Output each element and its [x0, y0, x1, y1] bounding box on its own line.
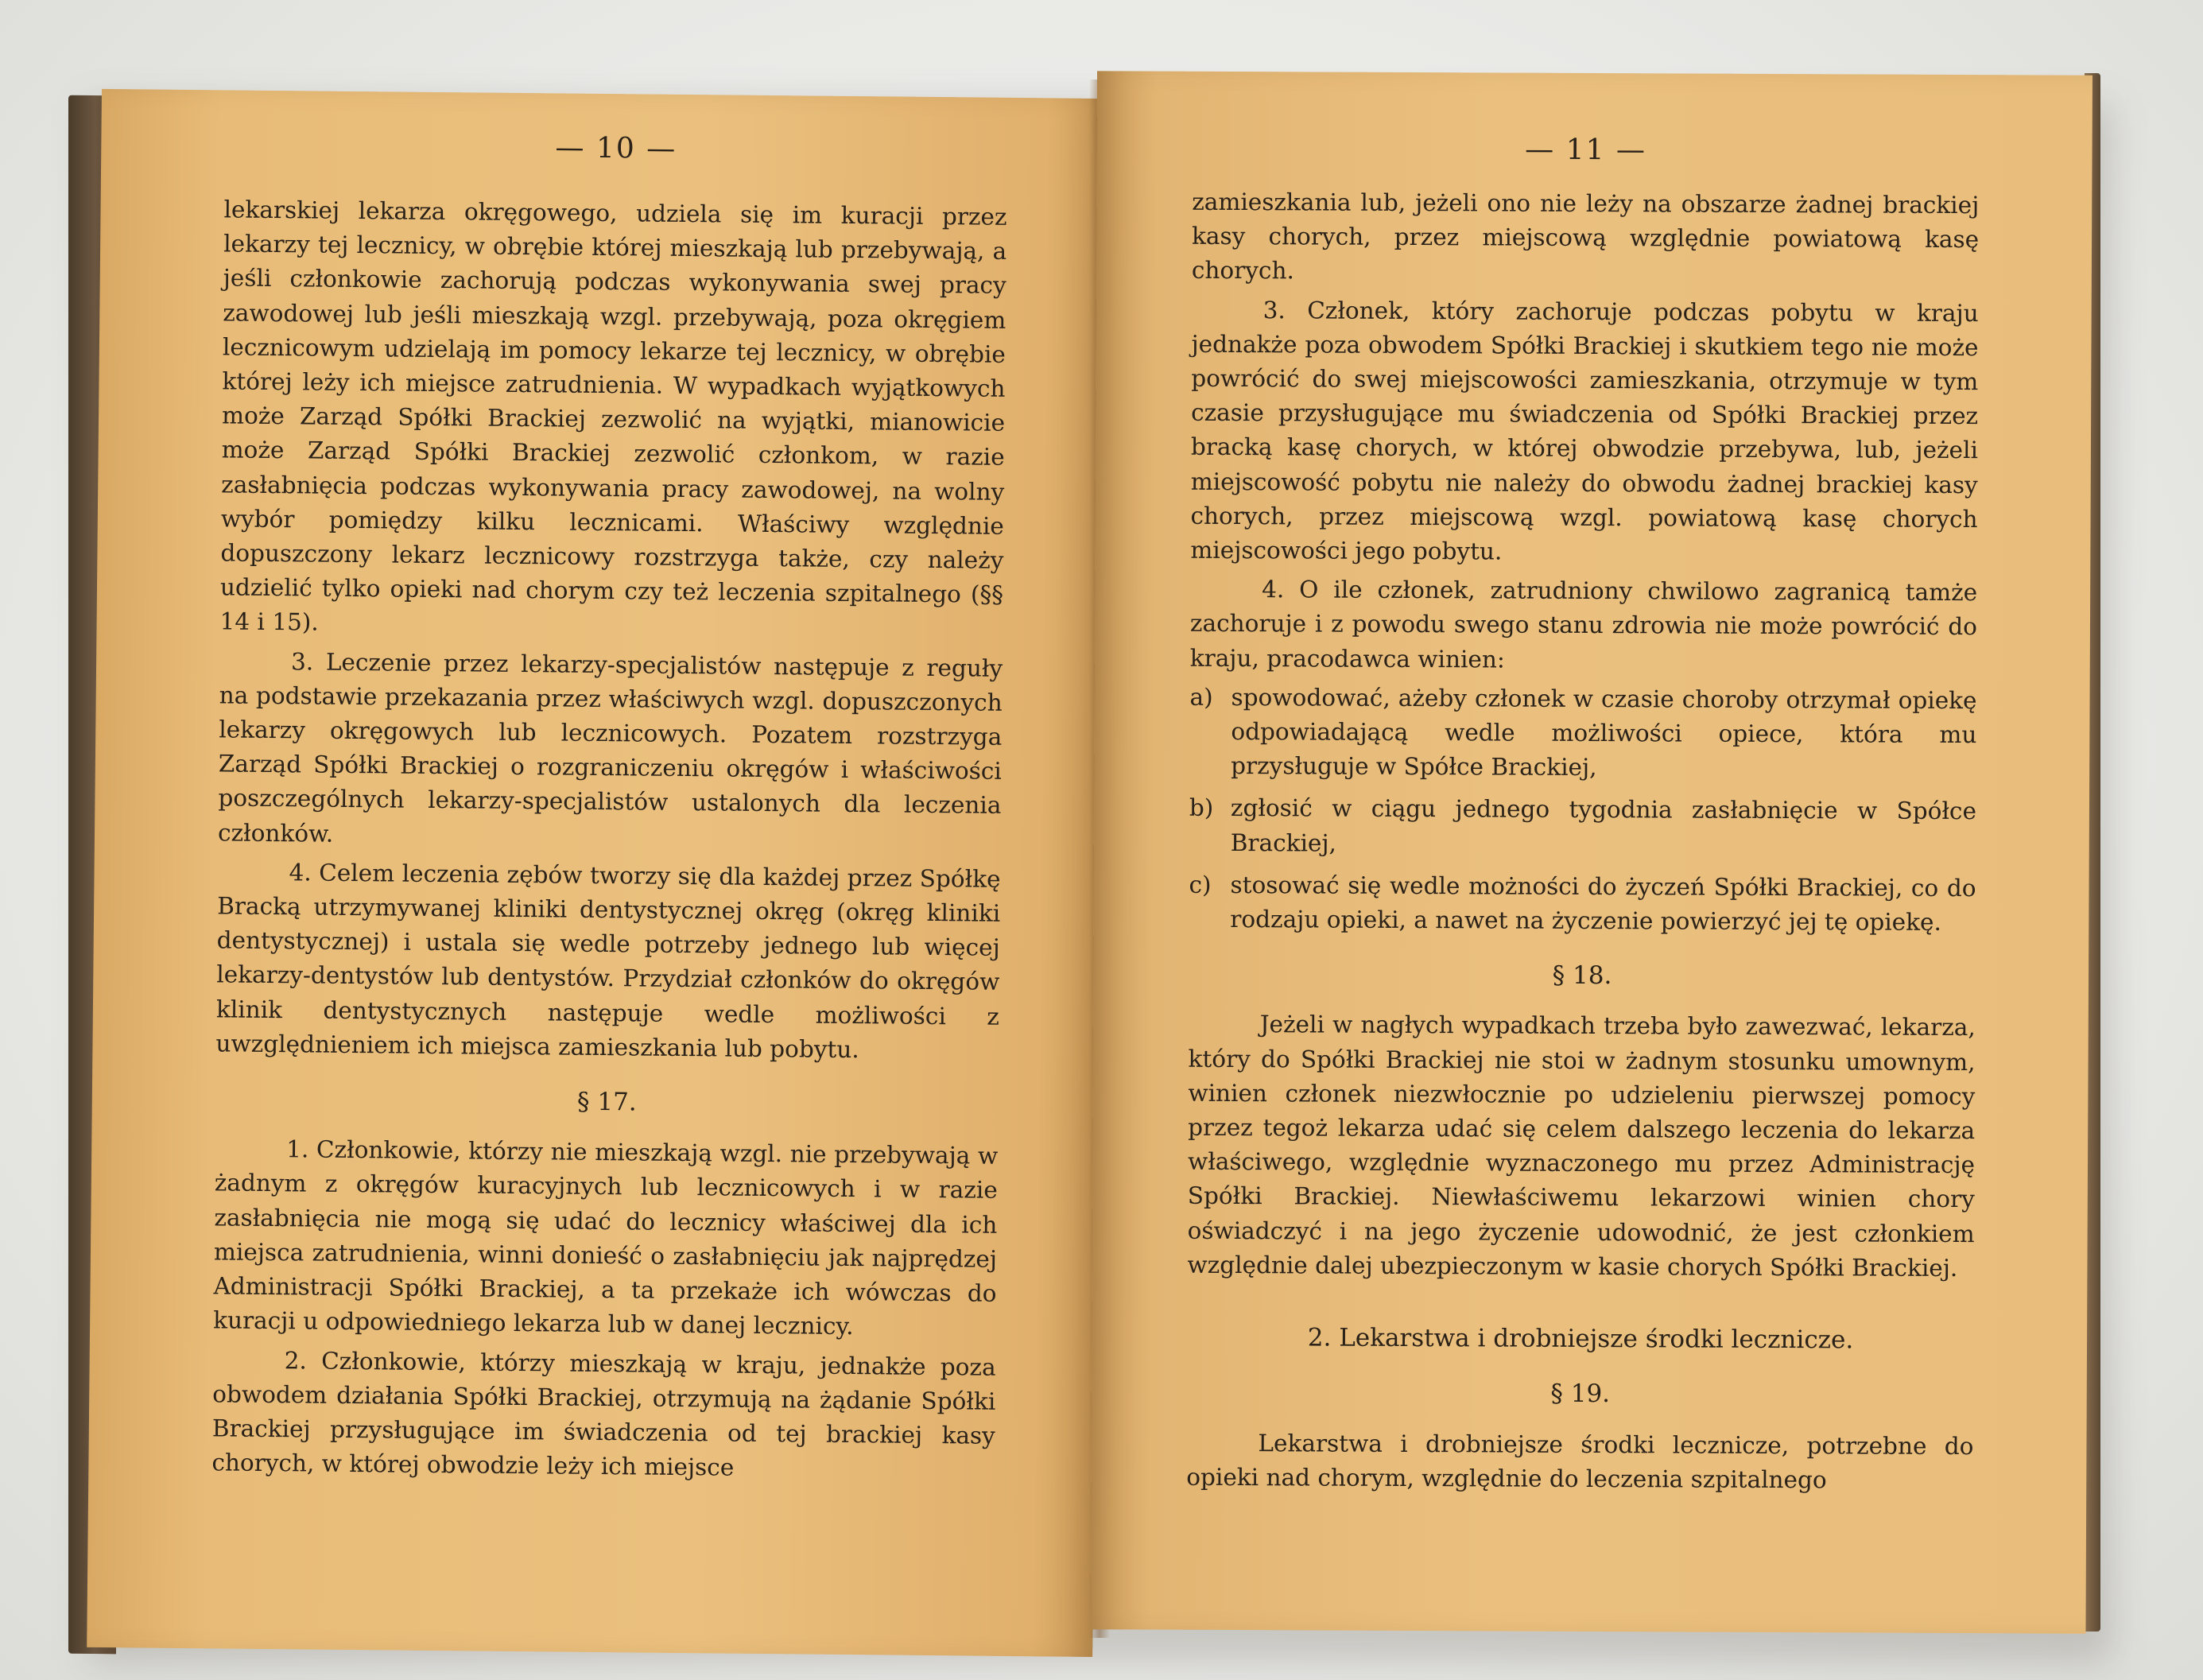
page-number-10: — 10 — [555, 131, 677, 165]
list-label-a: a) [1189, 683, 1213, 711]
paragraph-17-4: 4. O ile członek, zatrudniony chwilowo zagranicą tamże zachoruje i z powodu swego stanu zdrowia nie może powrócić do kraju, pracodawca winien: [1189, 576, 1978, 673]
section-17-heading: § 17. [576, 1087, 637, 1117]
list-item-a [1189, 681, 1977, 787]
list-text-b: zgłosić w ciągu jednego tygodnia zasłabnięcie w Spółce Brackiej, [1230, 794, 1977, 857]
subheading-medicines: 2. Lekarstwa i drobniejsze środki lecznicze. [1307, 1323, 1854, 1355]
section-19-heading: § 19. [1550, 1379, 1611, 1409]
left-page-content [211, 128, 1007, 1492]
right-page-content [1186, 132, 1979, 1503]
paragraph-19: Lekarstwa i drobniejsze środki lecznicze, potrzebne do opieki nad chorym, względnie do leczenia szpitalnego [1186, 1429, 1974, 1493]
paragraph-17-3: 3. Członek, który zachoruje podczas pobytu w kraju jednakże poza obwodem Spółki Brackiej i skutkiem tego nie może powrócić do swej miejscowości zamieszkania, otrzymuje w tym czasie przysługujące mu świadczenia od Spółki Brackiej przez bracką kasę chorych, w której obwodzie przebywa, lub, jeżeli miejscowość pobytu nie należy do obwodu żadnej brackiej kasy chorych, przez miejscową wzgl. powiatową kasę chorych miejscowości jego pobytu. [1190, 296, 1979, 565]
left-page-text [211, 192, 1006, 1488]
list-text-c: stosować się wedle możności do życzeń Spółki Brackiej, co do rodzaju opieki, a nawet na życzenie powierzyć jej tę opiekę. [1230, 871, 1976, 936]
list-item-b [1189, 791, 1976, 863]
paragraph-18: Jeżeli w nagłych wypadkach trzeba było zawezwać, lekarza, który do Spółki Brackiej nie stoi w żadnym stosunku umownym, winien członek niezwłocznie po udzieleniu pierwszej pomocy przez tegoż lekarza udać się celem dalszego leczenia do lekarza właściwego, względnie wyznaczonego mu przez Administrację Spółki Brackiej. Niewłaściwemu lekarzowi winien chory oświadczyć i na jego życzenie udowodnić, że jest członkiem względnie dalej ubezpieczonym w kasie chorych Spółki Brackiej. [1187, 1011, 1976, 1282]
paragraph-17-1: 1. Członkowie, którzy nie mieszkają wzgl. nie przebywają w żadnym z okręgów kuracyjnych lub lecznicowych i w razie zasłabnięcia nie mogą się udać do lecznicy właściwej dla ich miejsca zatrudnienia, winni donieść o zasłabnięciu jak najprędzej Administracji Spółki Brackiej, a ta przekaże ich wówczas do kuracji u odpowiedniego lekarza lub w danej lecznicy. [213, 1135, 999, 1341]
paragraph-3: 3. Leczenie przez lekarzy-specjalistów następuje z reguły na podstawie przekazania przez właściwych wzgl. dopuszczonych lekarzy okręgowych lub lecznicowych. Pozatem rozstrzyga Zarząd Spółki Brackiej o rozgraniczeniu okręgów i właściwości poszczególnych lekarzy-specjalistów ustalonych dla leczenia członków. [217, 647, 1003, 848]
page-number-11: — 11 — [1525, 133, 1647, 167]
paragraph-4: 4. Celem leczenia zębów tworzy się dla każdej przez Spółkę Bracką utrzymywanej kliniki dentystycznej okręg (okręg kliniki dentystycznej) i ustala się wedle potrzeby jednego lub więcej lekarzy-dentystów lub dentystów. Przydział członków do okręgów klinik dentystycznych następuje wedle możliwości z uwzględnieniem ich miejsca zamieszkania lub pobytu. [215, 859, 1001, 1064]
list-label-c: c) [1189, 871, 1212, 898]
paragraph-continuation-right: zamieszkania lub, jeżeli ono nie leży na obszarze żadnej brackiej kasy chorych, przez miejscową względnie powiatową kasę chorych. [1191, 188, 1980, 285]
section-18-heading: § 18. [1552, 961, 1612, 991]
list-text-a: spowodować, ażeby członek w czasie choroby otrzymał opiekę odpowiadającą wedle możliwości opiece, która mu przysługuje w Spółce Brackiej, [1231, 683, 1977, 782]
left-page [87, 89, 1107, 1657]
list-label-b: b) [1189, 794, 1214, 822]
paragraph-continuation: lekarskiej lekarza okręgowego, udziela się im kuracji przez lekarzy tej lecznicy, w obrębie której mieszkają lub przebywają, a jeśli członkowie zachorują podczas wykonywania swej pracy zawodowej lub jeśli mieszkają wzgl. przebywają, poza okręgiem lecznicowym udzielają im pomocy lekarze tej lecznicy, w obrębie której leży ich miejsce zatrudnienia. W wypadkach wyjątkowych może Zarząd Spółki Brackiej zezwolić na wyjątki, mianowicie może Zarząd Spółki Brackiej zezwolić członkom, w razie zasłabnięcia podczas wykonywania pracy zawodowej, na wolny wybór pomiędzy kilku lecznicami. Właściwy względnie dopuszczony lekarz lecznicowy rozstrzyga także, czy należy udzielić tylko opieki nad chorym czy też leczenia szpitalnego (§§ 14 i 15). [219, 196, 1007, 637]
list-item-c [1189, 868, 1976, 941]
right-page [1090, 71, 2092, 1633]
right-page-text [1186, 185, 1979, 1498]
paragraph-17-2: 2. Członkowie, którzy mieszkają w kraju, jednakże poza obwodem działania Spółki Brackiej, otrzymują na żądanie Spółki Brackiej przysługujące im świadczenia od tej brackiej kasy chorych, w której obwodzie leży ich miejsce [211, 1346, 996, 1481]
